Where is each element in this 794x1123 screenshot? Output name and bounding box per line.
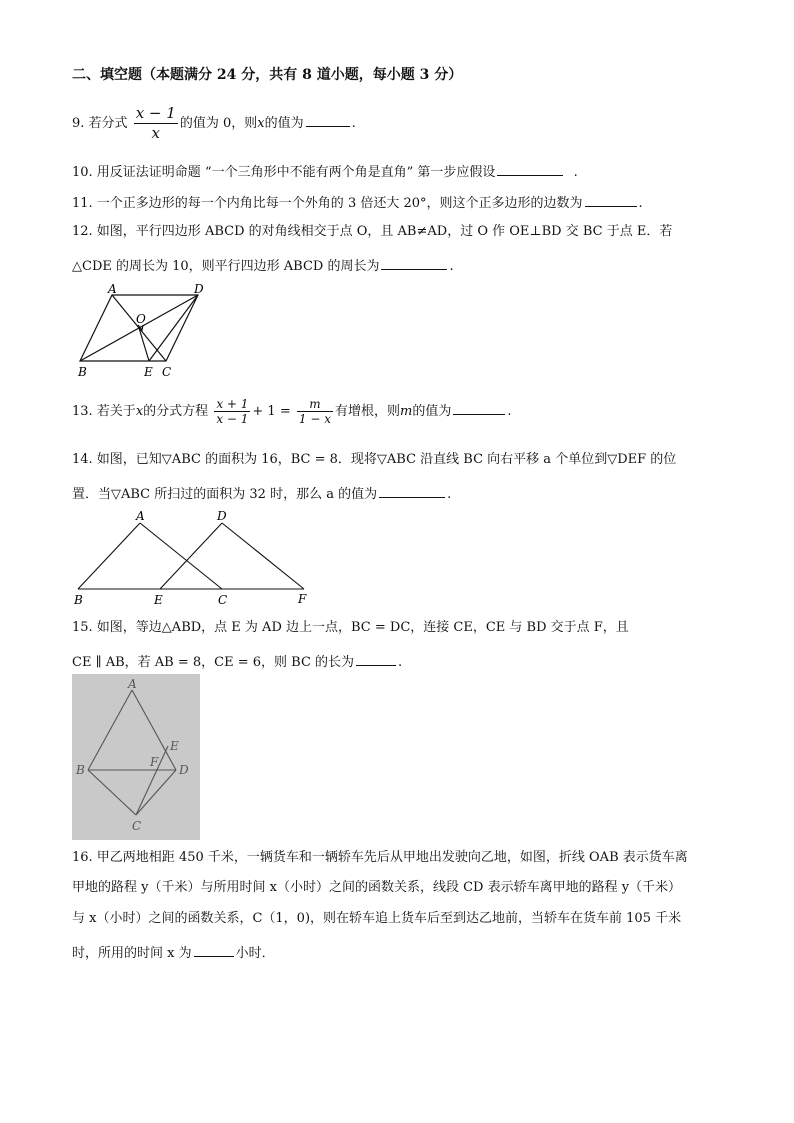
question-9 [72,104,356,144]
question-16-line1: 16. 甲乙两地相距 450 千米，一辆货车和一辆轿车先后从甲地出发驶向乙地，如图，折线 OAB 表示货车离 [72,850,688,865]
answer-blank[interactable] [379,483,445,498]
side-ab [88,690,132,770]
side-bc [88,770,136,815]
question-number: 9. [72,116,89,131]
label-o: O [136,312,146,326]
question-text: 的分式方程 [143,404,209,419]
answer-blank[interactable] [356,651,396,666]
fraction [134,104,178,143]
side-df [222,523,304,589]
label-e: E [154,593,163,607]
fraction [297,397,333,426]
translated-triangles-figure [72,507,322,607]
label-a: A [108,283,117,296]
question-text: 10. 用反证法证明命题 “一个三角形中不能有两个角是直角” 第一步应假设 [72,165,496,180]
fraction-numerator: m [297,397,333,412]
answer-blank[interactable] [585,192,637,207]
fraction-denominator: x [151,124,160,142]
period: . [573,165,578,180]
label-c: C [132,819,142,833]
question-12-line1: 12. 如图，平行四边形 ABCD 的对角线相交于点 O，且 AB≠AD，过 O 作 OE⊥BD 交 BC 于点 E．若 [72,224,673,239]
question-text: 若分式 [88,116,128,131]
side-dc [136,770,176,815]
variable: x [135,404,144,419]
label-a: A [128,677,137,691]
period: . [449,259,454,274]
question-16-line4 [72,942,275,963]
fraction-denominator: 1 − x [298,412,331,426]
question-12-line2 [72,255,454,276]
label-b: B [78,365,87,379]
question-14-line2 [72,483,451,504]
question-text: 小时． [235,946,275,961]
fraction-numerator: x − 1 [135,104,176,122]
period: . [638,196,643,211]
question-text: 11. 一个正多边形的每一个内角比每一个外角的 3 倍还大 20°，则这个正多边形的边数为 [72,196,583,211]
period: . [507,404,512,419]
equilateral-triangle-figure [72,674,200,840]
label-f: F [150,755,159,769]
label-c: C [218,593,228,607]
question-14-line1: 14. 如图，已知▽ABC 的面积为 16，BC = 8．现将▽ABC 沿直线 BC 向右平移 a 个单位到▽DEF 的位 [72,452,677,467]
question-text: △CDE 的周长为 10，则平行四边形 ABCD 的周长为 [72,259,380,274]
question-10 [72,161,578,182]
label-d: D [217,509,227,523]
section-title: 二、填空题（本题满分 24 分，共有 8 道小题，每小题 3 分） [72,67,463,83]
question-text: 的值为 [264,116,304,131]
question-16-line2: 甲地的路程 y（千米）与所用时间 x（小时）之间的函数关系，线段 CD 表示轿车离甲地的路程 y（千米） [72,880,682,895]
answer-blank[interactable] [497,161,563,176]
label-a: A [136,509,145,523]
question-15-line1: 15. 如图，等边△ABD，点 E 为 AD 边上一点，BC = DC，连接 CE，CE 与 BD 交于点 F，且 [72,620,629,635]
period: . [447,487,452,502]
question-16-line3: 与 x（小时）之间的函数关系，C（1，0)，则在轿车追上货车后至到达乙地前，当轿车在货车前 105 千米 [72,911,682,926]
question-text: 的值为 [412,404,452,419]
equation-operator: + 1 = [252,404,291,419]
fraction [214,397,250,426]
side-ab [78,523,140,589]
label-d: D [179,763,189,777]
fraction-numerator: x + 1 [216,397,249,411]
variable: x [257,116,265,131]
scanned-figure-photo [72,674,200,840]
segment-de [149,295,198,361]
question-11 [72,192,643,213]
answer-blank[interactable] [306,112,350,127]
question-13 [72,393,511,431]
question-text: 置．当▽ABC 所扫过的面积为 32 时，那么 a 的值为 [72,487,378,502]
parallelogram-figure [72,283,212,383]
question-15-line2 [72,651,402,672]
fraction-denominator: x − 1 [216,412,249,426]
label-d: D [194,283,204,296]
label-b: B [74,593,83,607]
question-text: 有增根，则 [334,404,400,419]
period: . [351,116,356,131]
side-de [160,523,222,589]
label-f: F [298,592,307,606]
period: . [398,655,403,670]
answer-blank[interactable] [194,942,234,957]
segment-oe [139,328,149,361]
question-text: 时，所用的时间 x 为 [72,946,192,961]
label-c: C [162,365,172,379]
question-text: CE ∥ AB，若 AB = 8，CE = 6，则 BC 的长为 [72,655,355,670]
question-text: 13. 若关于 [72,404,136,419]
label-e: E [170,739,179,753]
label-e: E [144,365,153,379]
question-text: 的值为 0，则 [179,116,258,131]
answer-blank[interactable] [453,400,505,415]
side-ac [140,523,222,589]
label-b: B [76,763,85,777]
variable: m [399,404,413,419]
answer-blank[interactable] [381,255,447,270]
